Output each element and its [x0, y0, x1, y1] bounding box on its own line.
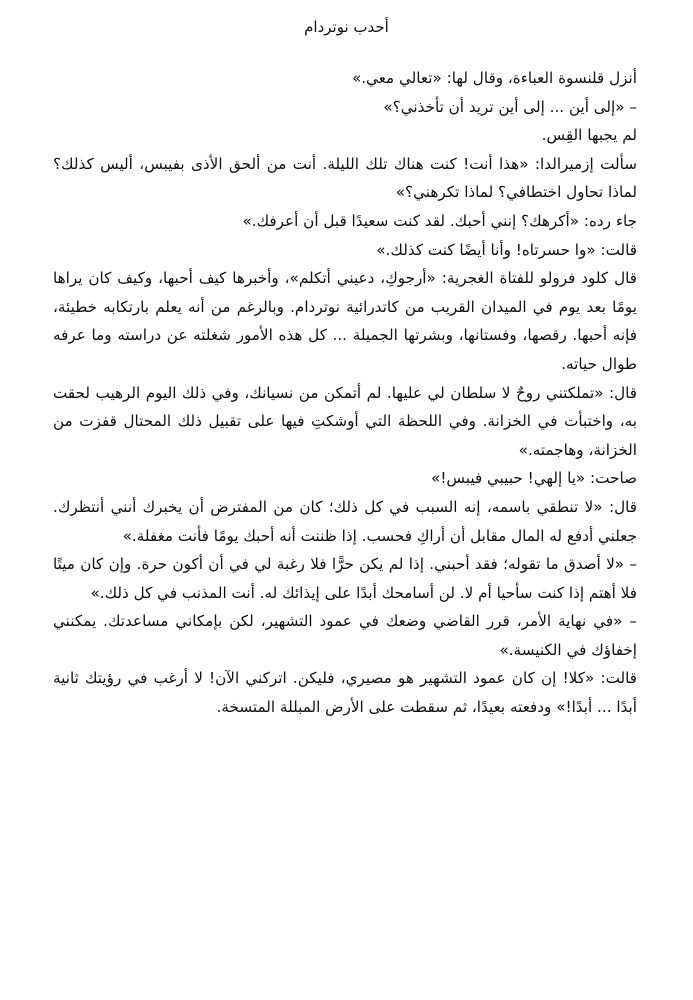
paragraph: سألت إزميرالدا: «هذا أنت! كنت هناك تلك الليلة. أنت من ألحق الأذى بفيبس، أليس كذلك؟ لماذا تحاول اختطافي؟ لماذا تكرهني؟» — [53, 154, 637, 202]
paragraph: قالت: «كلا! إن كان عمود التشهير هو مصيري، فليكن. اتركني الآن! لا أرغب في رؤيتك ثانية أبدًا ... أبدًا!» ودفعته بعيدًا، ثم سقطت على الأرض المبللة المتسخة. — [53, 669, 637, 717]
paragraph: صاحت: «يا إلهي! حبيبي فيبس!» — [431, 469, 637, 488]
paragraph: – «في نهاية الأمر، قرر القاضي وضعك في عمود التشهير، لكن بإمكاني مساعدتك. يمكنني إخفاؤك في الكنيسة.» — [53, 612, 637, 659]
paragraph: قال: «لا تنطقي باسمه، إنه السبب في كل ذلك؛ كان من المفترض أن يخبرك أنني أنتظرك. جعلني أدفع له المال مقابل أن أراكِ فحسب. إذا ظننت أنه أحبك يومًا فأنت مغفلة.» — [53, 497, 637, 545]
paragraph: لم يجبها القِس. — [541, 126, 637, 145]
running-header-title: أحدب نوتردام — [304, 18, 389, 36]
paragraph: – «لا أصدق ما تقوله؛ فقد أحبني. إذا لم يكن حرًّا فلا رغبة لي في أن أكون حرة. وإن كان ميتًا فلا أهتم إذا كنت سأحيا أم لا. لن أسامحك أبدًا على إيذائك له. أنت المذنب في كل ذلك.» — [53, 555, 637, 602]
paragraph: قال: «تملكتني روحٌ لا سلطان لي عليها. لم أتمكن من نسيانك، وفي ذلك اليوم الرهيب لحقت به، واختبأت في الخزانة. وفي اللحظة التي أوشكتِ فيها على تقبيل ذلك المحتال قفزت من الخزانة، وهاجمته.» — [53, 383, 637, 459]
paragraph: جاء رده: «أكرهك؟ إنني أحبك. لقد كنت سعيدًا قبل أن أعرفك.» — [242, 211, 637, 230]
body-text — [53, 64, 637, 722]
paragraph: قالت: «وا حسرتاه! وأنا أيضًا كنت كذلك.» — [376, 240, 637, 259]
paragraph: – «إلى أين ... إلى أين تريد أن تأخذني؟» — [383, 97, 637, 116]
paragraph: أنزل قلنسوة العباءة، وقال لها: «تعالي معي.» — [351, 69, 637, 87]
paragraph: قال كلود فرولو للفتاة الغجرية: «أرجوكِ، دعيني أتكلم»، وأخبرها كيف أحبها، وكيف كان يراها يومًا بعد يوم في الميدان القريب من كاتدرائية نوتردام. وبالرغم من أنه يعلم بارتكابه خطيئة، فإنه أحبها. رقصها، وفستانها، وبشرتها الجميلة ... كل هذه الأمور شغلته عن دراسته وما عرفه طوال حياته. — [53, 269, 637, 373]
